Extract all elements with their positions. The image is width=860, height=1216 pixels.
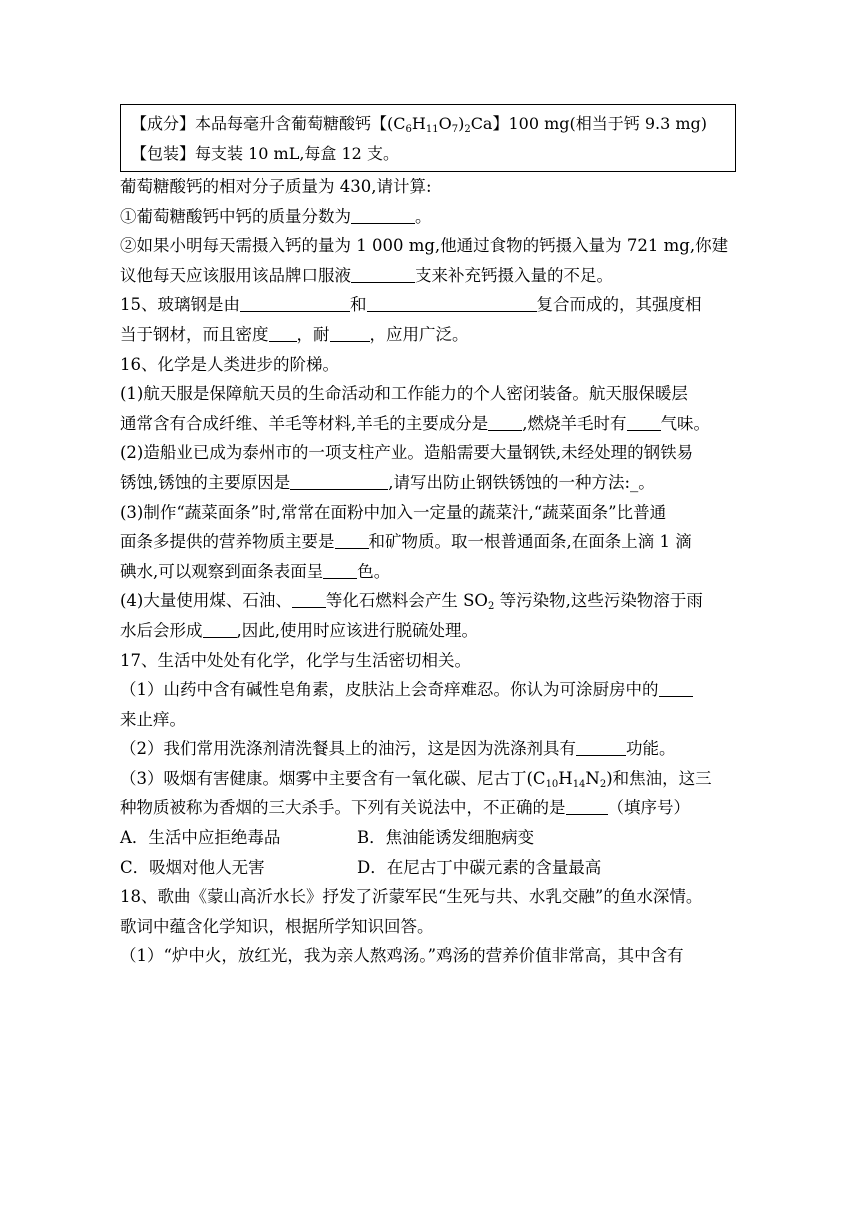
q17-title: 17、生活中处处有化学，化学与生活密切相关。 — [120, 650, 471, 670]
q16-s2-line1: (2)造船业已成为泰州市的一项支柱产业。造船需要大量钢铁,未经处理的钢铁易 — [120, 443, 694, 463]
q16-s3-line3: 碘水,可以观察到面条表面呈 色。 — [120, 561, 391, 581]
q16-s3-line1: (3)制作“蔬菜面条”时,常常在面粉中加入一定量的蔬菜汁,“蔬菜面条”比普通 — [120, 502, 667, 522]
q18-line2: 歌词中蕴含化学知识，根据所学知识回答。 — [120, 916, 434, 936]
answer-blank[interactable] — [351, 266, 415, 283]
product-info-box — [120, 104, 736, 172]
question-body — [120, 172, 740, 971]
q17-s2: （2）我们常用洗涤剂清洗餐具上的油污，这是因为洗涤剂具有 功能。 — [120, 739, 676, 759]
q17-options-row1 — [120, 823, 740, 853]
q16-s1-line1: (1)航天服是保障航天员的生命活动和工作能力的个人密闭装备。航天服保暖层 — [120, 384, 688, 404]
q18-line1: 18、歌曲《蒙山高沂水长》抒发了沂蒙军民“生死与共、水乳交融”的鱼水深情。 — [120, 887, 703, 907]
option-b: B．焦油能诱发细胞病变 — [357, 828, 535, 848]
answer-blank[interactable] — [335, 532, 369, 549]
q17-options-row2 — [120, 853, 740, 883]
q14-part2-line2: 议他每天应该服用该品牌口服液 支来补充钙摄入量的不足。 — [120, 265, 613, 285]
option-d: D．在尼古丁中碳元素的含量最高 — [357, 857, 602, 877]
packaging-line: 【包装】每支装 10 mL,每盒 12 支。 — [131, 143, 399, 163]
answer-blank[interactable] — [269, 325, 297, 342]
q17-s1-line2: 来止痒。 — [120, 709, 186, 729]
q17-s3-line1: （3）吸烟有害健康。烟雾中主要含有一氧化碳、尼古丁$(C_{10}H_{14}N_2)$和焦油，这三 — [120, 768, 712, 790]
q15-line2: 当于钢材，而且密度 ，耐 ，应用广泛。 — [120, 324, 469, 344]
q18-line3: （1）“炉中火，放红光，我为亲人熬鸡汤。”鸡汤的营养价值非常高，其中含有 — [120, 946, 684, 966]
q14-part2-line1: ②如果小明每天需摄入钙的量为 1 000 mg,他通过食物的钙摄入量为 721 mg,你建 — [120, 236, 729, 256]
q16-s4-line2: 水后会形成 ,因此,使用时应该进行脱硫处理。 — [120, 620, 478, 640]
ingredient-line: 【成分】本品每毫升含葡萄糖酸钙【$(C_6H_{11}O_7)_2Ca$】100 mg(相当于钙 9.3 mg) — [131, 114, 708, 135]
answer-blank[interactable] — [488, 414, 522, 431]
answer-blank[interactable] — [659, 680, 693, 697]
answer-blank[interactable] — [203, 621, 237, 638]
q17-s3-line2: 种物质被称为香烟的三大杀手。下列有关说法中，不正确的是 （填序号） — [120, 798, 690, 818]
q16-s1-line2: 通常含有合成纤维、羊毛等材料,羊毛的主要成分是 ,燃烧羊毛时有 气味。 — [120, 413, 710, 433]
answer-blank[interactable] — [367, 295, 537, 312]
q16-s4-line1: (4)大量使用煤、石油、 等化石燃料会产生 $SO_2$ 等污染物,这些污染物溶于雨 — [120, 591, 703, 613]
answer-blank[interactable] — [576, 739, 626, 756]
q16-s3-line2: 面条多提供的营养物质主要是 和矿物质。取一根普通面条,在面条上滴 1 滴 — [120, 532, 692, 552]
answer-blank[interactable] — [240, 295, 350, 312]
answer-blank[interactable] — [290, 473, 388, 490]
q17-s1-line1: （1）山药中含有碱性皂角素，皮肤沾上会奇痒难忍。你认为可涂厨房中的 — [120, 675, 740, 705]
option-c: C．吸烟对他人无害 — [120, 857, 265, 877]
q15-line1: 15、玻璃钢是由 和 复合而成的，其强度相 — [120, 295, 702, 315]
option-a: A．生活中应拒绝毒品 — [120, 828, 281, 848]
q14-intro: 葡萄糖酸钙的相对分子质量为 430,请计算: — [120, 177, 432, 196]
answer-blank[interactable] — [351, 207, 415, 224]
answer-blank[interactable] — [292, 591, 326, 608]
answer-blank[interactable] — [566, 798, 608, 815]
answer-blank[interactable] — [330, 325, 370, 342]
q16-s2-line2: 锈蚀,锈蚀的主要原因是 ,请写出防止钢铁锈蚀的一种方法:_。 — [120, 472, 655, 492]
q14-part1: ①葡萄糖酸钙中钙的质量分数为 。 — [120, 206, 432, 226]
answer-blank[interactable] — [627, 414, 661, 431]
answer-blank[interactable] — [323, 562, 357, 579]
q16-title: 16、化学是人类进步的阶梯。 — [120, 354, 339, 374]
